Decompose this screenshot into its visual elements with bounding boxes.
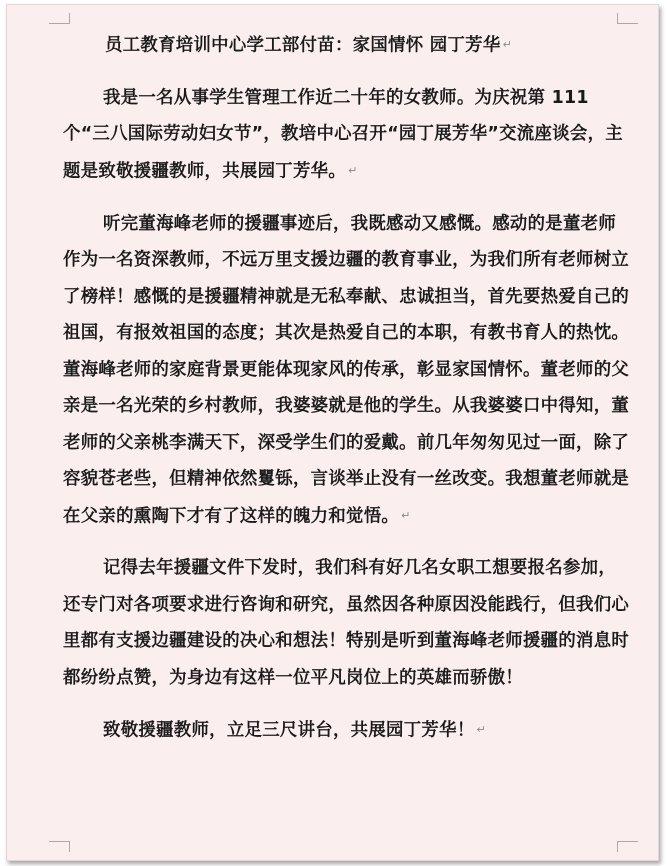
paragraph-mark-icon: ↵ bbox=[476, 723, 487, 737]
crop-mark-top-left bbox=[49, 13, 70, 24]
crop-mark-bottom-left bbox=[49, 841, 70, 852]
paragraph-mark-icon: ↵ bbox=[348, 163, 358, 177]
crop-mark-bottom-right bbox=[617, 841, 638, 852]
closing-line: 致敬援疆教师，立足三尺讲台，共展园丁芳华！ ↵ bbox=[63, 712, 633, 749]
paragraph-1: 我是一名从事学生管理工作近二十年的女教师。为庆祝第 111 个“三八国际劳动妇女节”，教培中心召开“园丁展芳华”交流座谈会，主题是致敬援疆教师，共展园丁芳华。 ↵ bbox=[63, 80, 633, 190]
paragraph-3: 记得去年援疆文件下发时，我们科有好几名女职工想要报名参加，还专门对各项要求进行咨询和研究，虽然因各种原因没能践行，但我们心里都有支援边疆建设的决心和想法！特别是听到董海峰老师援疆的消息时都纷纷点赞，为身边有这样一位平凡岗位上的英雄而骄傲！ bbox=[63, 558, 630, 688]
document-title: 员工教育培训中心学工部付苗：家国情怀 园丁芳华 ↵ bbox=[63, 27, 633, 64]
paragraph-mark-icon: ↵ bbox=[401, 508, 411, 522]
document-body[interactable] bbox=[63, 27, 633, 749]
paragraph-2: 听完董海峰老师的援疆事迹后，我既感动又感慨。感动的是董老师作为一名资深教师，不远万里支援边疆的教育事业，为我们所有老师树立了榜样！感慨的是援疆精神就是无私奉献、忠诚担当，首先要热爱自己的祖国，有报效祖国的态度；其次是热爱自己的本职，有教书育人的热忱。董海峰老师的家庭背景更能体现家风的传承，彰显家国情怀。董老师的父亲是一名光荣的乡村教师，我婆婆就是他的学生。从我婆婆口中得知，董老师的父亲桃李满天下，深受学生们的爱戴。前几年匆匆见过一面，除了容貌苍老些，但精神依然矍铄，言谈举止没有一丝改变。我想董老师就是在父亲的熏陶下才有了这样的魄力和觉悟。 ↵ bbox=[63, 206, 633, 535]
crop-mark-top-right bbox=[617, 13, 638, 24]
document-page bbox=[6, 4, 659, 861]
paragraph-mark-icon: ↵ bbox=[502, 38, 513, 51]
